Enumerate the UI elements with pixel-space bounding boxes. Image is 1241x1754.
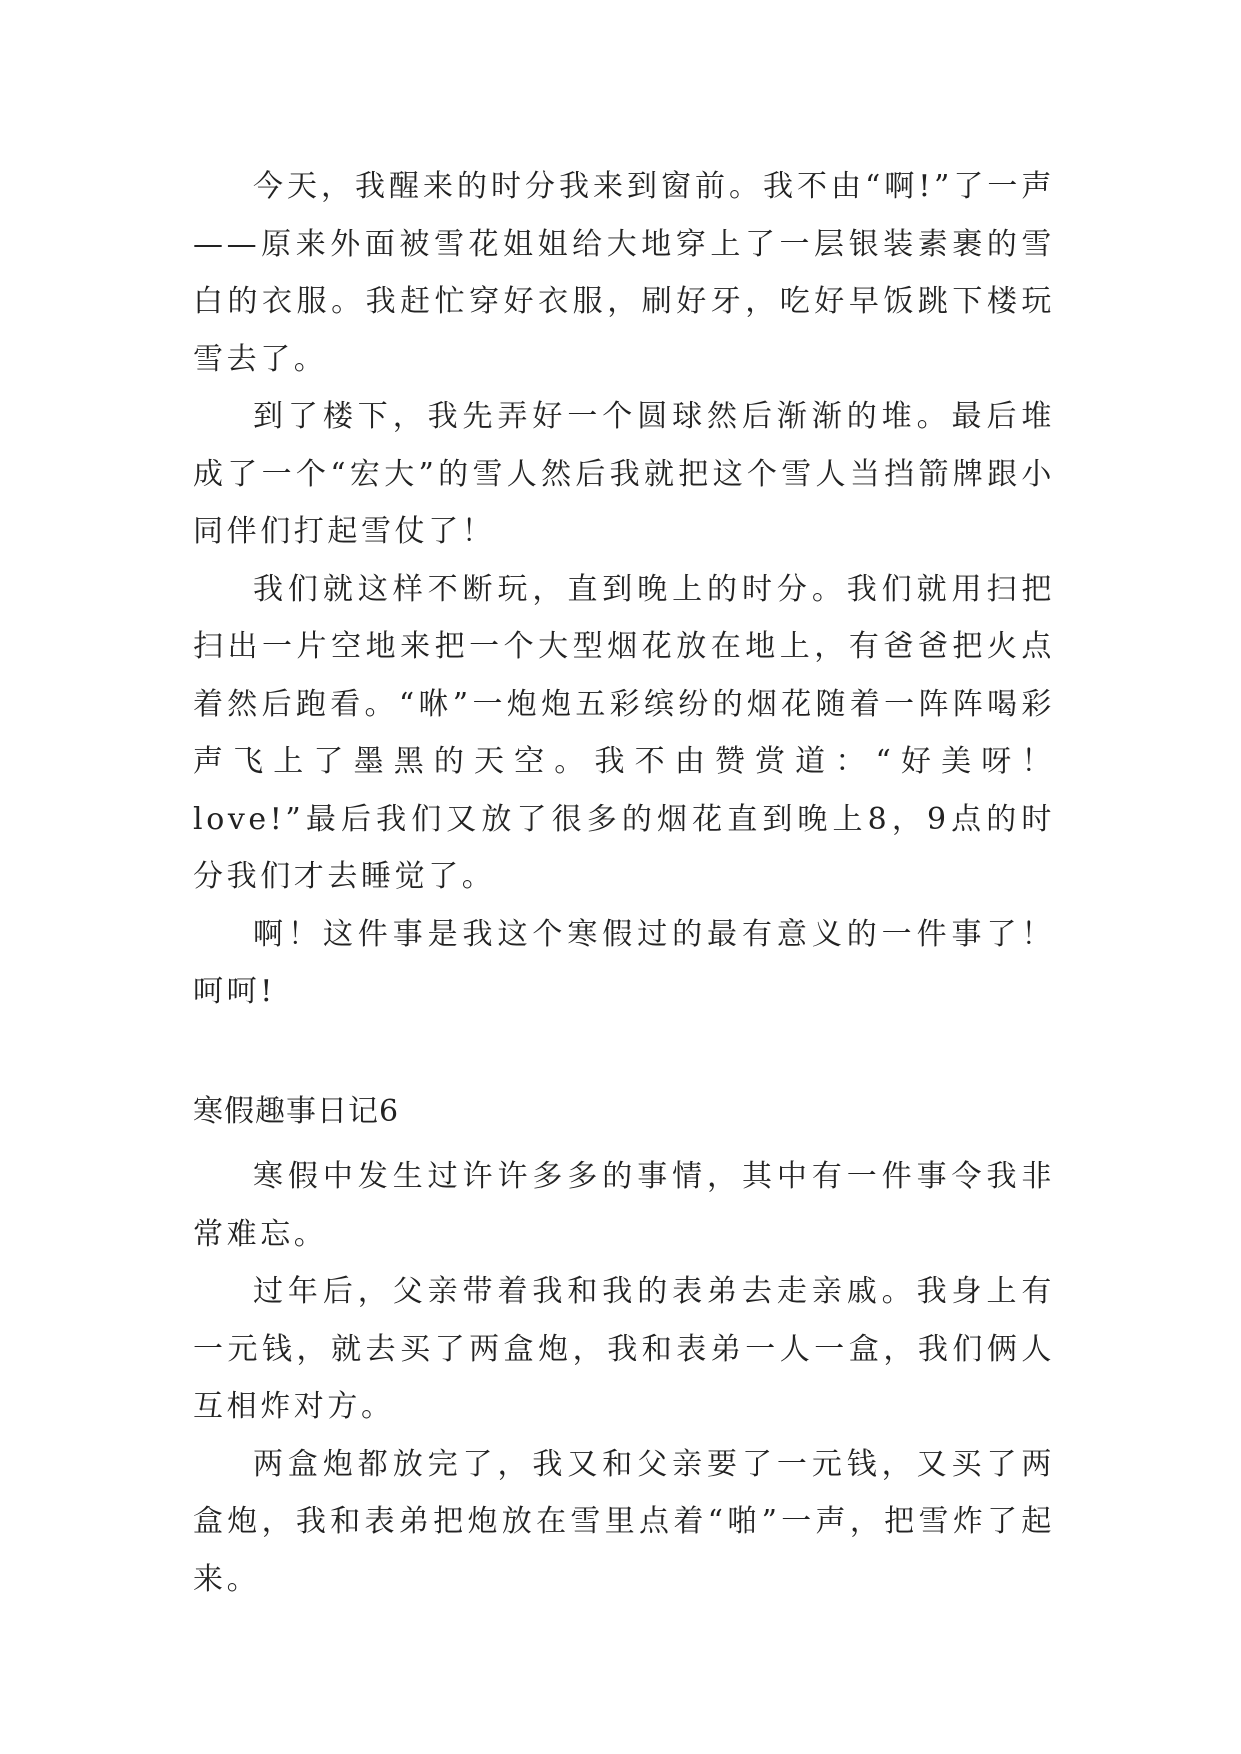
paragraph: 寒假中发生过许许多多的事情，其中有一件事令我非常难忘。 [193,1159,1055,1252]
paragraph: 今天，我醒来的时分我来到窗前。我不由“啊!”了一声——原来外面被雪花姐姐给大地穿上了一层银装素裹的雪白的衣服。我赶忙穿好衣服，刷好牙，吃好早饭跳下楼玩雪去了。 [193,169,1055,377]
section-body [193,1148,1055,1608]
section-title: 寒假趣事日记6 [193,1094,400,1129]
paragraph: 啊！这件事是我这个寒假过的最有意义的一件事了！呵呵! [193,916,1055,1009]
paragraph: 两盒炮都放完了，我又和父亲要了一元钱，又买了两盒炮，我和表弟把炮放在雪里点着“啪”一声，把雪炸了起来。 [193,1446,1055,1597]
article-body [193,158,1055,1021]
paragraph: 过年后，父亲带着我和我的表弟去走亲戚。我身上有一元钱，就去买了两盒炮，我和表弟一人一盒，我们俩人互相炸对方。 [193,1274,1055,1424]
paragraph: 我们就这样不断玩，直到晚上的时分。我们就用扫把扫出一片空地来把一个大型烟花放在地上，有爸爸把火点着然后跑看。“咻”一炮炮五彩缤纷的烟花随着一阵阵喝彩声飞上了墨黑的天空。我不由赞赏道：“好美呀！love!”最后我们又放了很多的烟花直到晚上8，9点的时分我们才去睡觉了。 [193,571,1055,894]
paragraph: 到了楼下，我先弄好一个圆球然后渐渐的堆。最后堆成了一个“宏大”的雪人然后我就把这个雪人当挡箭牌跟小同伴们打起雪仗了！ [193,399,1055,549]
